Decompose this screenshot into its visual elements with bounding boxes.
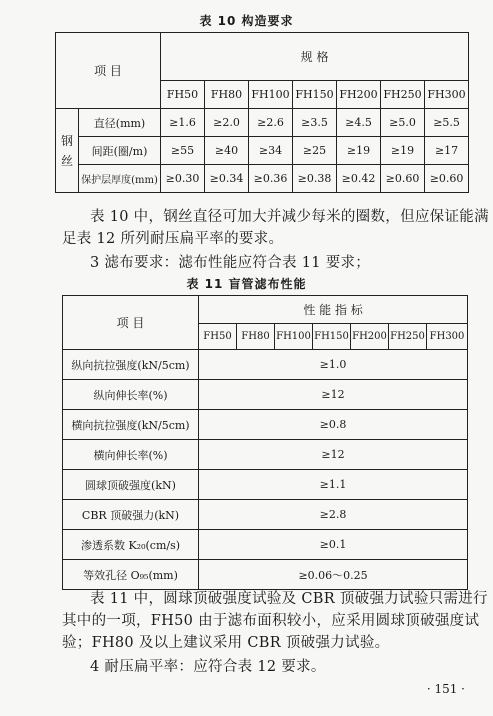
table11-value: ≥0.1 xyxy=(199,530,468,560)
table10-cell: ≥2.6 xyxy=(249,109,293,137)
table10-col-header: FH50 xyxy=(161,81,205,109)
page-number: · 151 · xyxy=(426,682,465,696)
table11-perf-header: 性 能 指 标 xyxy=(199,296,468,324)
table10-col-header: FH150 xyxy=(293,81,337,109)
table11-row-label: 圆球顶破强度(kN) xyxy=(63,470,199,500)
table11-col-header: FH100 xyxy=(275,324,313,350)
table11-item-header: 项 目 xyxy=(63,296,199,350)
table11-col-header: FH50 xyxy=(199,324,237,350)
table10-row-label: 保护层厚度(mm) xyxy=(79,165,161,193)
table10-col-header: FH200 xyxy=(337,81,381,109)
table10-row-label: 间距(圈/m) xyxy=(79,137,161,165)
table11-col-header: FH80 xyxy=(237,324,275,350)
table11-note xyxy=(62,588,488,654)
table10-col-header: FH80 xyxy=(205,81,249,109)
table11-row-label: 渗透系数 K₂₀(cm/s) xyxy=(63,530,199,560)
table10-caption: 表 10 构造要求 xyxy=(199,14,294,28)
table10-side-label: 钢丝 xyxy=(56,109,79,193)
item-3 xyxy=(62,252,482,274)
table10-cell: ≥5.5 xyxy=(425,109,469,137)
table10-cell: ≥2.0 xyxy=(205,109,249,137)
table10-row-label: 直径(mm) xyxy=(79,109,161,137)
table10-note xyxy=(62,206,489,250)
table11-value: ≥1.0 xyxy=(199,350,468,380)
table11-row-label: 横向伸长率(%) xyxy=(63,440,199,470)
item-3-text: 3 滤布要求：滤布性能应符合表 11 要求； xyxy=(90,255,371,271)
text-line: 验；FH80 及以上建议采用 CBR 顶破强力试验。 xyxy=(62,635,390,651)
table11-row-label: 纵向伸长率(%) xyxy=(63,380,199,410)
item-4 xyxy=(62,656,482,678)
table10-cell: ≥0.30 xyxy=(161,165,205,193)
table11-col-header: FH150 xyxy=(313,324,351,350)
table11-col-header: FH200 xyxy=(351,324,389,350)
item-4-text: 4 耐压扁平率：应符合表 12 要求。 xyxy=(90,659,326,675)
table10-cell: ≥0.42 xyxy=(337,165,381,193)
table10-cell: ≥4.5 xyxy=(337,109,381,137)
table10-spec-header: 规 格 xyxy=(161,33,469,81)
text-line: 足表 12 所列耐压扁平率的要求。 xyxy=(62,231,284,247)
table10-cell: ≥19 xyxy=(381,137,425,165)
table11-col-header: FH250 xyxy=(389,324,427,350)
table11-col-header: FH300 xyxy=(427,324,468,350)
table10 xyxy=(55,32,469,193)
table11-row-label: 等效孔径 O₉₅(mm) xyxy=(63,560,199,590)
table10-cell: ≥25 xyxy=(293,137,337,165)
text-line: 其中的一项，FH50 由于滤布面积较小，应采用圆球顶破强度试 xyxy=(62,613,480,629)
table11-value: ≥12 xyxy=(199,440,468,470)
table11 xyxy=(62,295,468,590)
table11-row-label: 纵向抗拉强度(kN/5cm) xyxy=(63,350,199,380)
text-line: 表 11 中，圆球顶破强度试验及 CBR 顶破强力试验只需进行 xyxy=(90,591,488,607)
table11-value: ≥12 xyxy=(199,380,468,410)
table10-col-header: FH300 xyxy=(425,81,469,109)
table10-cell: ≥40 xyxy=(205,137,249,165)
table11-row-label: CBR 顶破强力(kN) xyxy=(63,500,199,530)
table10-cell: ≥0.60 xyxy=(425,165,469,193)
table11-value: ≥0.06～0.25 xyxy=(199,560,468,590)
table10-cell: ≥0.60 xyxy=(381,165,425,193)
table10-cell: ≥34 xyxy=(249,137,293,165)
table10-cell: ≥55 xyxy=(161,137,205,165)
table11-value: ≥2.8 xyxy=(199,500,468,530)
table10-col-header: FH250 xyxy=(381,81,425,109)
table10-cell: ≥0.38 xyxy=(293,165,337,193)
table10-cell: ≥1.6 xyxy=(161,109,205,137)
table10-cell: ≥5.0 xyxy=(381,109,425,137)
table11-value: ≥0.8 xyxy=(199,410,468,440)
table10-item-header: 项 目 xyxy=(56,33,161,109)
text-line: 表 10 中，钢丝直径可加大并减少每米的圈数，但应保证能满 xyxy=(90,209,489,225)
table11-row-label: 横向抗拉强度(kN/5cm) xyxy=(63,410,199,440)
table10-cell: ≥19 xyxy=(337,137,381,165)
table10-cell: ≥3.5 xyxy=(293,109,337,137)
table10-cell: ≥0.36 xyxy=(249,165,293,193)
table10-col-header: FH100 xyxy=(249,81,293,109)
table11-value: ≥1.1 xyxy=(199,470,468,500)
table11-caption: 表 11 盲管滤布性能 xyxy=(186,277,307,291)
table10-cell: ≥0.34 xyxy=(205,165,249,193)
table10-cell: ≥17 xyxy=(425,137,469,165)
